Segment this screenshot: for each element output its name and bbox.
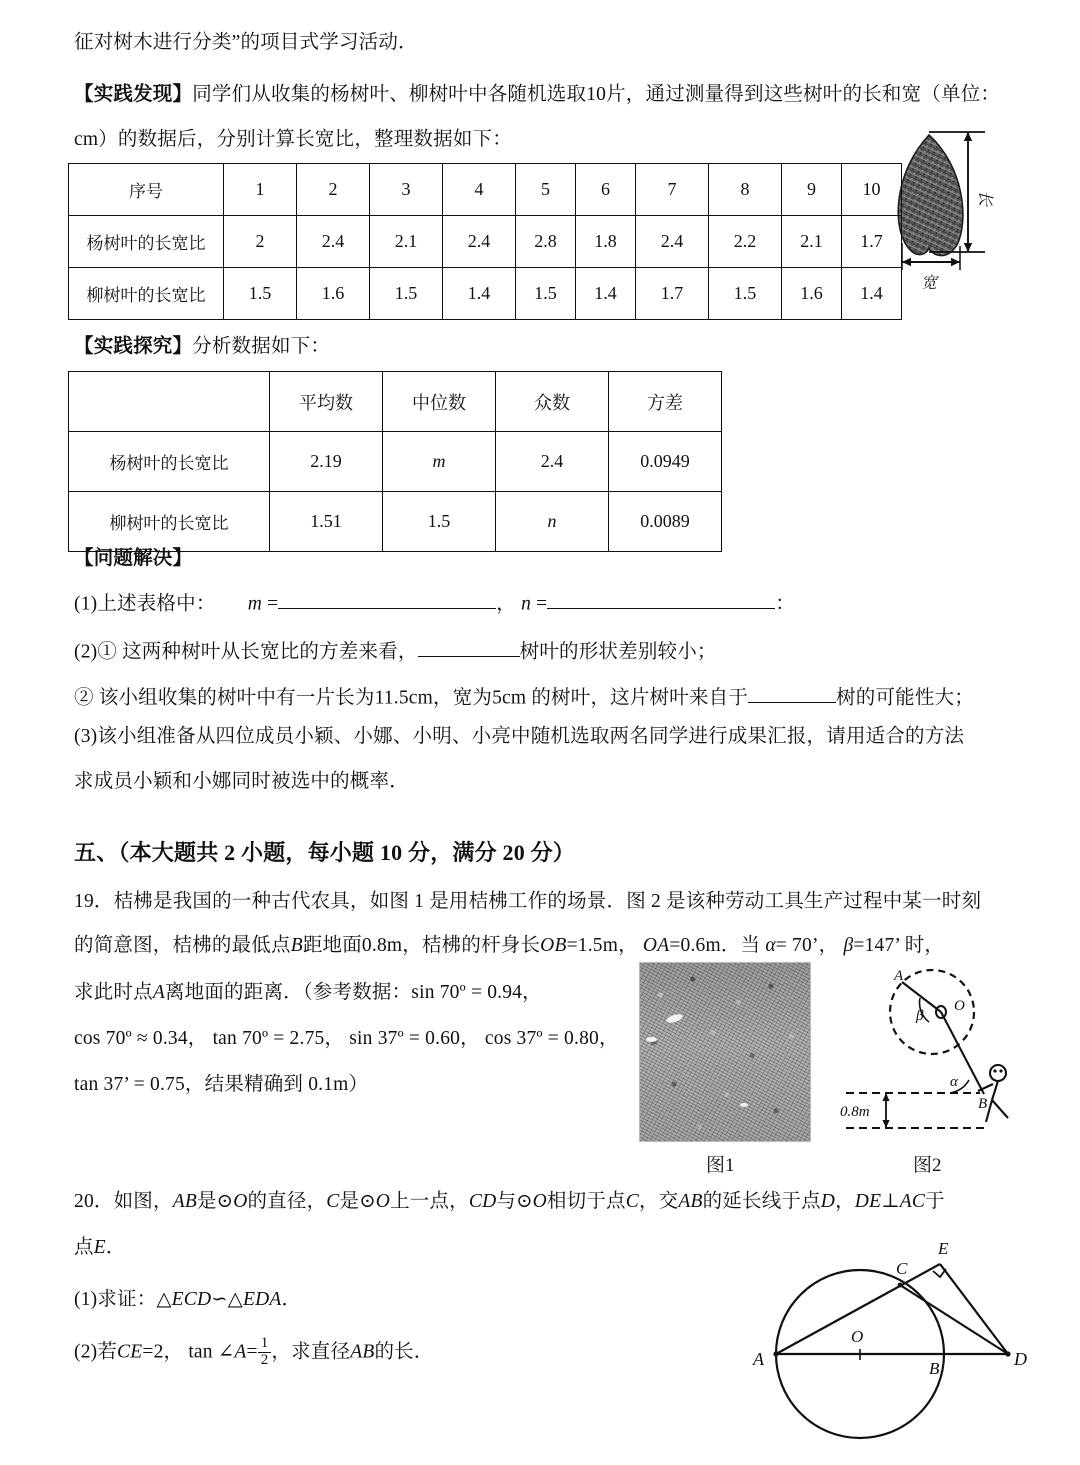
inquiry-text: 分析数据如下： (192, 336, 331, 357)
p20-point-C-1: C (326, 1191, 340, 1212)
p20-l1-e: 的直径， (247, 1191, 327, 1212)
fig2-label-beta: β (916, 1008, 924, 1024)
p19-l2-a: 的简意图，桔柫的最低点 (74, 935, 291, 956)
p19-l2-g: =0.6m．当 (669, 935, 761, 956)
table-row (69, 268, 902, 320)
photo-highlight-1 (665, 1013, 683, 1025)
p20-fraction-denominator: 2 (260, 1351, 269, 1368)
table1-index-1: 1 (224, 164, 297, 216)
p20-l1-c: 是⊙ (196, 1191, 234, 1212)
p20-seg-AB-2: AB (678, 1191, 703, 1212)
table2-row1-mean: 2.19 (270, 432, 383, 492)
table1-row2-v5: 1.5 (516, 268, 576, 320)
q1-equals-2: = (536, 593, 548, 615)
table1-row2-v6: 1.4 (576, 268, 636, 320)
p20-q2-c: =2， (142, 1341, 184, 1363)
p20-q2-g: ，求直径 (271, 1341, 351, 1363)
q2a-prefix: (2)① 这两种树叶从长宽比的方差来看， (74, 641, 418, 663)
p20-triangle-ECD: △ECD (156, 1289, 212, 1310)
q1-m-answer-blank[interactable] (278, 588, 496, 609)
discovery-text-1: 同学们从收集的杨树叶、柳树叶中各随机选取10片，通过测量得到这些树叶的长和宽（单位： (192, 84, 1001, 105)
fig2-person-eye-right (999, 1069, 1002, 1072)
figure-1-caption: 图1 (706, 1155, 735, 1176)
table1-row1-v5: 2.8 (516, 216, 576, 268)
table2-row1-mode: 2.4 (496, 432, 609, 492)
problem-19-line2 (74, 936, 944, 956)
p20-circle-O-1: O (233, 1191, 248, 1212)
p19-alpha-val: = 70’， (775, 935, 839, 956)
problem-19-line3 (74, 983, 542, 1003)
fig2-height-arrow-up (882, 1093, 889, 1101)
fig2-label-A: A (894, 968, 904, 984)
photo-highlight-2 (646, 1037, 657, 1042)
table2-row1-median: m (383, 432, 496, 492)
leaf-width-label: 宽 (920, 275, 938, 292)
p19-point-A: A (152, 982, 165, 1003)
table2-row1-variance: 0.0949 (609, 432, 722, 492)
p20-l1-w: 于 (925, 1191, 945, 1212)
q1-n-symbol: n (521, 593, 532, 615)
fig2-height-arrow-down (882, 1120, 889, 1128)
q1-prefix: (1)上述表格中： (74, 593, 216, 615)
p20-angle-A: A (234, 1341, 247, 1363)
point-C (898, 1283, 903, 1288)
p19-beta-val: =147’ 时， (853, 935, 945, 956)
leaf-length-arrow-down (964, 243, 972, 252)
line-ED (940, 1264, 1008, 1354)
problem-20-sub1 (74, 1290, 301, 1310)
table1-index-5: 5 (516, 164, 576, 216)
label-E: E (938, 1239, 949, 1258)
inquiry-label: 【实践探究】 (74, 336, 193, 357)
table1-row1-v7: 2.4 (636, 216, 709, 268)
figure-1-photo (639, 962, 811, 1142)
table1-row2-v9: 1.6 (782, 268, 842, 320)
p20-l1-i: 上一点， (390, 1191, 469, 1212)
p20-circle-O-2: O (375, 1191, 391, 1212)
discovery-paragraph-line1 (74, 85, 1000, 105)
p20-q1-a: (1)求证： (74, 1289, 157, 1310)
table1-index-7: 7 (636, 164, 709, 216)
fig2-person-head (990, 1065, 1006, 1081)
p20-l1-q: 的延长线于点 (702, 1191, 821, 1212)
table1-index-10: 10 (842, 164, 902, 216)
p20-l1-s: ， (835, 1191, 855, 1212)
figure-2-svg (838, 960, 1020, 1140)
leaf-ratio-data-table (68, 163, 902, 320)
q1-suffix: ： (775, 593, 795, 615)
p20-seg-CE: CE (117, 1341, 143, 1363)
table1-row2-v1: 1.5 (224, 268, 297, 320)
p19-beta: β (843, 935, 854, 956)
p20-l1-m: 相切于点 (546, 1191, 626, 1212)
discovery-label: 【实践发现】 (74, 84, 193, 105)
q1-equals-1: = (267, 593, 279, 615)
label-A: A (753, 1349, 764, 1369)
p20-l1-k: 与⊙ (496, 1191, 533, 1212)
table-row (69, 216, 902, 268)
table-row-header (69, 372, 722, 432)
table2-header-mean: 平均数 (270, 372, 383, 432)
table1-index-9: 9 (782, 164, 842, 216)
p19-alpha: α (765, 935, 776, 956)
p20-seg-AB-3: AB (350, 1341, 375, 1363)
table2-row2-mode: n (496, 492, 609, 552)
p20-q2-f: = (246, 1341, 258, 1363)
table-row (69, 492, 722, 552)
table1-row1-v8: 2.2 (709, 216, 782, 268)
question-2a-line (74, 636, 717, 662)
table1-row2-v8: 1.5 (709, 268, 782, 320)
photo-highlight-3 (740, 1103, 748, 1107)
problem-20-line2 (74, 1238, 126, 1258)
question-2b-line (74, 682, 974, 708)
point-A (773, 1351, 778, 1356)
q2b-suffix: 树的可能性大； (836, 687, 974, 709)
leaf-width-arrow-left (902, 258, 911, 266)
p20-q2-a: (2)若 (74, 1341, 118, 1363)
problem-20-sub2 (74, 1337, 434, 1370)
table-row-header (69, 164, 902, 216)
fig2-person-leg-front (992, 1100, 1008, 1118)
p20-point-D: D (820, 1191, 836, 1212)
statistics-analysis-table (68, 371, 722, 552)
table2-row2-median: 1.5 (383, 492, 496, 552)
table1-row2-v4: 1.4 (443, 268, 516, 320)
fig2-label-O: O (954, 998, 965, 1014)
p20-l1-o: ，交 (638, 1191, 679, 1212)
p20-q2-i: 的长． (374, 1341, 434, 1363)
table1-row1-v6: 1.8 (576, 216, 636, 268)
figure-2-caption: 图2 (913, 1155, 942, 1176)
table2-row2-variance: 0.0089 (609, 492, 722, 552)
table1-index-2: 2 (297, 164, 370, 216)
q1-comma: ， (496, 593, 516, 615)
problem-20-svg (748, 1232, 1068, 1457)
p19-l2-e: =1.5m， (566, 935, 638, 956)
p20-l2-a: 点 (74, 1237, 94, 1258)
table2-row2-label: 柳树叶的长宽比 (69, 492, 270, 552)
table1-row2-v2: 1.6 (297, 268, 370, 320)
table2-row2-mean: 1.51 (270, 492, 383, 552)
p20-fraction-half (258, 1336, 272, 1369)
table1-row2-v10: 1.4 (842, 268, 902, 320)
table1-index-3: 3 (370, 164, 443, 216)
q2a-suffix: 树叶的形状差别较小； (519, 641, 717, 663)
table1-index-6: 6 (576, 164, 636, 216)
p20-perp-symbol: ⊥ (881, 1191, 900, 1212)
leaf-width-arrow-right (951, 258, 960, 266)
p20-seg-AB-1: AB (172, 1191, 197, 1212)
table1-row1-v3: 2.1 (370, 216, 443, 268)
table1-index-8: 8 (709, 164, 782, 216)
problem-19-line1: 19．桔柫是我国的一种古代农具，如图 1 是用桔柫工作的场景．图 2 是该种劳动工具生产过程中某一时刻 (74, 891, 982, 912)
table1-row1-v10: 1.7 (842, 216, 902, 268)
intro-line: 征对树木进行分类”的项目式学习活动． (74, 32, 418, 53)
fig2-label-alpha: α (950, 1074, 958, 1090)
table1-index-4: 4 (443, 164, 516, 216)
table-row (69, 432, 722, 492)
p19-seg-OB: OB (540, 935, 567, 956)
table2-corner (69, 372, 270, 432)
leaf-length-label: 长 (976, 189, 993, 207)
leaf-blade (898, 135, 963, 256)
discovery-paragraph-line2: cm）的数据后，分别计算长宽比，整理数据如下： (74, 129, 512, 150)
p19-seg-OA: OA (642, 935, 670, 956)
table1-row1-label: 杨树叶的长宽比 (69, 216, 224, 268)
question-1-line (74, 588, 795, 614)
table1-header-label: 序号 (69, 164, 224, 216)
section-five-heading: 五、（本大题共 2 小题，每小题 10 分，满分 20 分） (74, 840, 576, 865)
p20-l2-c: ． (105, 1237, 126, 1258)
p19-l3-c: 离地面的距离．（参考数据：sin 70º = 0.94， (164, 982, 542, 1003)
table2-header-variance: 方差 (609, 372, 722, 432)
p20-similar-symbol: ∽ (211, 1289, 228, 1310)
p20-tan-label: tan ∠ (188, 1341, 235, 1363)
table1-row1-v4: 2.4 (443, 216, 516, 268)
table1-row2-v3: 1.5 (370, 268, 443, 320)
p20-point-C-2: C (625, 1191, 639, 1212)
right-angle-mark-E (933, 1269, 946, 1277)
p20-l1-g: 是⊙ (339, 1191, 376, 1212)
table2-row1-label: 杨树叶的长宽比 (69, 432, 270, 492)
leaf-length-arrow-up (964, 132, 972, 141)
table2-header-mode: 众数 (496, 372, 609, 432)
table1-row1-v2: 2.4 (297, 216, 370, 268)
p20-seg-AC: AC (899, 1191, 926, 1212)
problem-19-line4: cos 70º ≈ 0.34， tan 70º = 2.75， sin 37º = 0.60， cos 37º = 0.80， (74, 1028, 619, 1049)
q2a-answer-blank[interactable] (418, 636, 520, 657)
p20-triangle-EDA: △EDA (227, 1289, 282, 1310)
p20-l1-a: 20．如图， (74, 1191, 173, 1212)
p19-point-B: B (290, 935, 303, 956)
line-CD (900, 1285, 1008, 1354)
p20-point-E: E (93, 1237, 106, 1258)
fig2-rod-OB (941, 1012, 984, 1094)
problem-20-figure (748, 1232, 1068, 1457)
table1-row1-v9: 2.1 (782, 216, 842, 268)
fig2-label-B: B (978, 1096, 988, 1112)
table1-row1-v1: 2 (224, 216, 297, 268)
problem-20-line1 (74, 1192, 945, 1212)
table2-header-median: 中位数 (383, 372, 496, 432)
question-3-line1: (3)该小组准备从四位成员小颖、小娜、小明、小亮中随机选取两名同学进行成果汇报，请用适合的方法 (74, 726, 965, 747)
question-3-line2: 求成员小颖和小娜同时被选中的概率． (74, 771, 409, 792)
inquiry-paragraph (74, 337, 330, 357)
label-B: B (929, 1359, 940, 1378)
label-C: C (896, 1259, 908, 1278)
p20-q1-e: ． (281, 1289, 302, 1310)
p20-seg-DE: DE (854, 1191, 882, 1212)
q2b-answer-blank[interactable] (748, 682, 836, 703)
q1-n-answer-blank[interactable] (547, 588, 775, 609)
p20-circle-O-3: O (532, 1191, 547, 1212)
q1-m-symbol: m (247, 593, 262, 615)
q2b-prefix: ② 该小组收集的树叶中有一片长为11.5cm，宽为5cm 的树叶，这片树叶来自于 (74, 687, 749, 709)
table1-row2-v7: 1.7 (636, 268, 709, 320)
p20-seg-CD: CD (468, 1191, 497, 1212)
problem-19-line5: tan 37’ = 0.75，结果精确到 0.1m） (74, 1074, 369, 1095)
figure-2-diagram (838, 960, 1020, 1140)
p19-l2-c: 距地面0.8m，桔柫的杆身长 (302, 935, 541, 956)
label-D: D (1014, 1349, 1027, 1369)
fig2-label-height: 0.8m (840, 1104, 870, 1120)
p19-l3-a: 求此时点 (74, 982, 153, 1003)
table1-row2-label: 柳树叶的长宽比 (69, 268, 224, 320)
p20-fraction-numerator: 1 (258, 1336, 272, 1353)
point-D (1005, 1351, 1010, 1356)
label-O: O (851, 1327, 864, 1346)
fig2-person-eye-left (993, 1069, 996, 1072)
solve-label: 【问题解决】 (74, 548, 193, 569)
